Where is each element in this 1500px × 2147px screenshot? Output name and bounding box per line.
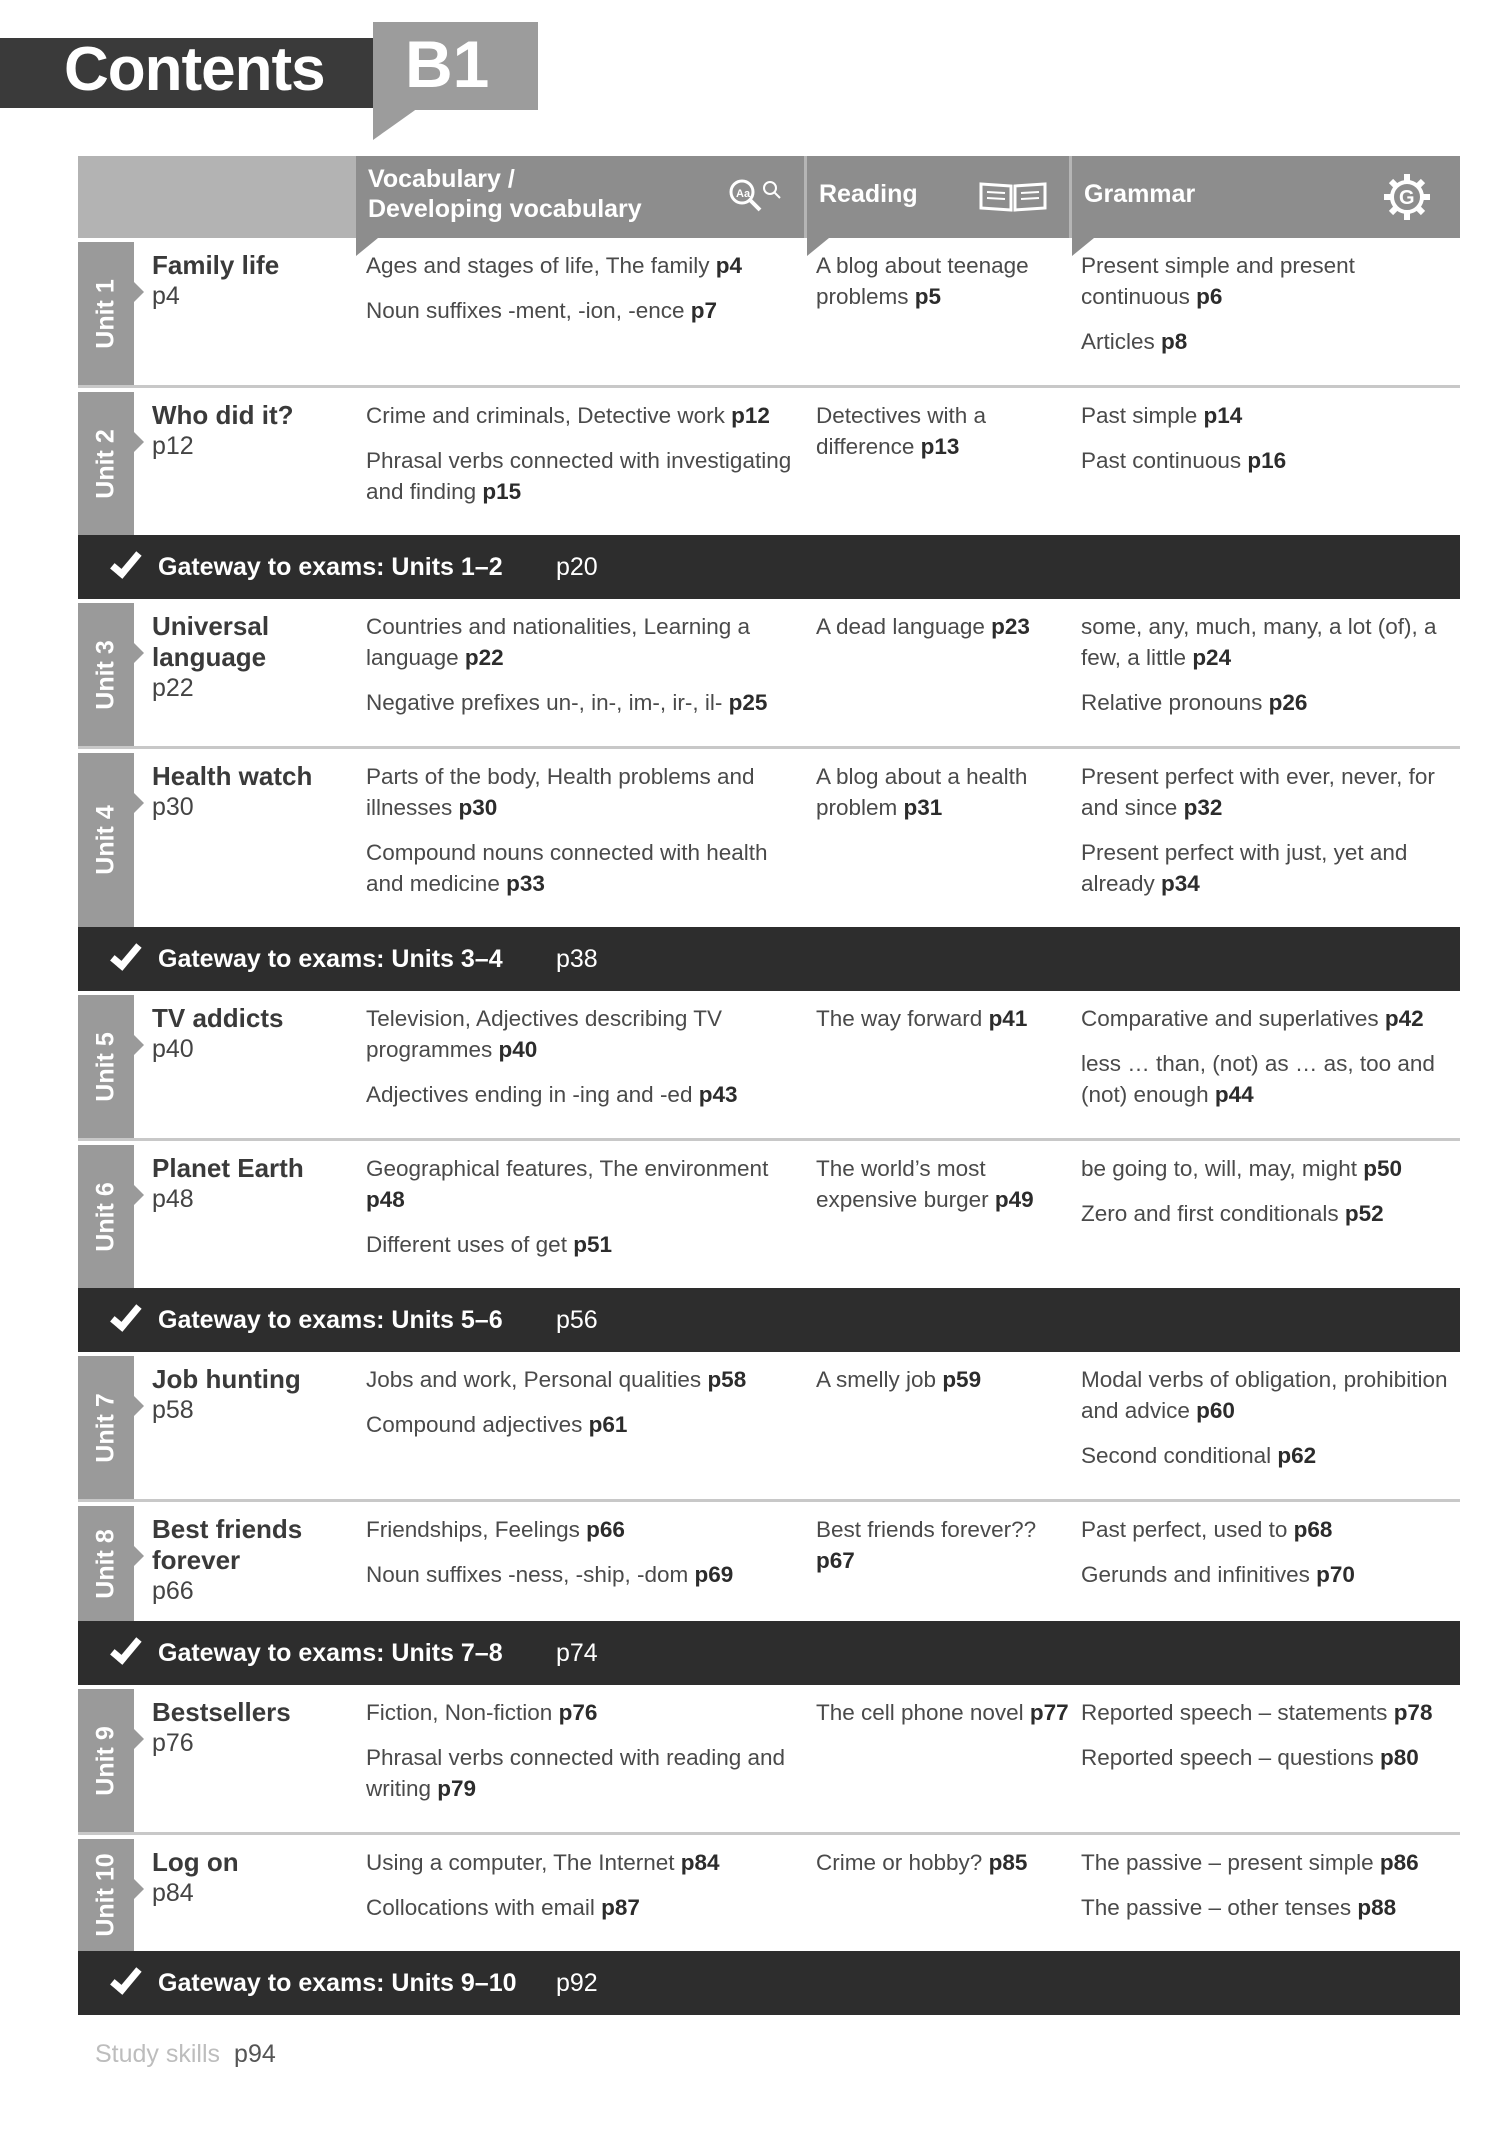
unit-tab-label: Unit 10 — [91, 1853, 120, 1937]
grammar-item — [1081, 1847, 1460, 1878]
grammar-item-page: p24 — [1192, 645, 1232, 670]
unit-page: p48 — [152, 1185, 194, 1213]
gateway-page: p92 — [556, 1968, 598, 1997]
grammar-item-text: Present perfect with ever, never, for and since — [1081, 764, 1435, 820]
reading-cell — [804, 1514, 1069, 1607]
vocab-item-page: p61 — [588, 1412, 628, 1437]
reading-cell — [804, 1003, 1069, 1124]
vocab-item-text: Negative prefixes un-, in-, im-, ir-, il- — [366, 690, 729, 715]
study-skills-page: p94 — [234, 2040, 276, 2068]
vocab-cell — [356, 1514, 804, 1607]
gateway-page: p74 — [556, 1638, 598, 1667]
vocab-item-page: p4 — [715, 253, 743, 278]
grammar-cell — [1069, 1364, 1460, 1485]
gateway-label: Gateway to exams: Units 7–8 — [158, 1638, 503, 1667]
vocab-item-page: p58 — [707, 1367, 747, 1392]
reading-item-page: p5 — [914, 284, 942, 309]
reading-item — [816, 250, 1069, 312]
vocab-item-page: p22 — [464, 645, 504, 670]
reading-item-page: p77 — [1029, 1700, 1069, 1725]
reading-item-page: p41 — [988, 1006, 1028, 1031]
grammar-item-page: p86 — [1379, 1850, 1419, 1875]
reading-cell — [804, 611, 1069, 732]
grammar-item-page: p88 — [1357, 1895, 1397, 1920]
grammar-item-text: Present perfect with just, yet and already — [1081, 840, 1408, 896]
column-header-grammar — [1069, 156, 1460, 238]
table-body — [78, 238, 1460, 2015]
svg-text:Aa: Aa — [736, 188, 751, 200]
vocab-item-text: Crime and criminals, Detective work — [366, 403, 732, 428]
vocab-item-page: p12 — [731, 403, 770, 428]
grammar-cell — [1069, 1003, 1460, 1124]
grammar-cell — [1069, 1153, 1460, 1274]
grammar-item — [1081, 1198, 1460, 1229]
gateway-page: p56 — [556, 1305, 598, 1334]
vocab-item — [366, 1153, 804, 1215]
reading-item-text: The way forward — [816, 1006, 989, 1031]
vocab-item — [366, 1364, 804, 1395]
grammar-item-text: Past continuous — [1081, 448, 1248, 473]
unit-title: Who did it? — [152, 400, 294, 430]
grammar-item-text: Past perfect, used to — [1081, 1517, 1294, 1542]
grammar-item-page: p50 — [1363, 1156, 1402, 1181]
reading-header-label: Reading — [819, 180, 918, 208]
vocab-item-page: p87 — [601, 1895, 640, 1920]
unit-page: p30 — [152, 793, 194, 821]
reading-item — [816, 400, 1069, 462]
unit-title: Planet Earth — [152, 1153, 304, 1183]
grammar-item-page: p44 — [1214, 1082, 1254, 1107]
gateway-bar — [78, 927, 1460, 991]
grammar-item — [1081, 445, 1460, 476]
unit-tab — [78, 238, 134, 385]
vocab-item — [366, 1409, 804, 1440]
vocab-item — [366, 1847, 804, 1878]
vocab-item-text: Noun suffixes -ment, -ion, -ence — [366, 298, 691, 323]
grammar-item-text: Present simple and present continuous — [1081, 253, 1355, 309]
checkmark-icon — [110, 1298, 142, 1331]
vocab-item — [366, 611, 804, 673]
unit-title: Family life — [152, 250, 280, 280]
unit-tab-label: Unit 4 — [91, 805, 120, 875]
vocab-item — [366, 400, 804, 431]
magnifier-icon — [726, 176, 786, 216]
unit-tab-label: Unit 5 — [91, 1031, 120, 1102]
grammar-item — [1081, 1048, 1460, 1110]
grammar-item — [1081, 1364, 1460, 1426]
grammar-item-page: p34 — [1161, 871, 1200, 896]
vocab-cell — [356, 1003, 804, 1124]
page-title: Contents — [64, 35, 325, 104]
reading-item-text: A smelly job — [816, 1367, 943, 1392]
grammar-item — [1081, 1153, 1460, 1184]
grammar-item-text: Reported speech – questions — [1081, 1745, 1380, 1770]
unit-page: p58 — [152, 1396, 194, 1424]
reading-item — [816, 1514, 1069, 1576]
grammar-item-text: some, any, much, many, a lot (of), a few, a little — [1081, 614, 1437, 670]
unit-tab — [78, 599, 134, 746]
reading-item — [816, 1364, 1069, 1395]
vocab-cell — [356, 1697, 804, 1818]
reading-item-text: Best friends forever?? — [816, 1517, 1037, 1542]
reading-item — [816, 1003, 1069, 1034]
study-skills-label: Study skills — [95, 2040, 221, 2068]
unit-row — [78, 599, 1460, 749]
reading-item-text: Crime or hobby? — [816, 1850, 989, 1875]
grammar-item-page: p14 — [1203, 403, 1243, 428]
reading-item — [816, 1847, 1069, 1878]
grammar-cell — [1069, 1514, 1460, 1607]
gateway-label: Gateway to exams: Units 3–4 — [158, 944, 503, 973]
reading-item — [816, 611, 1069, 642]
grammar-item — [1081, 687, 1460, 718]
vocab-item-page: p7 — [690, 298, 717, 323]
book-icon — [977, 178, 1049, 214]
grammar-item — [1081, 1742, 1460, 1773]
vocab-cell — [356, 250, 804, 371]
grammar-item-text: Modal verbs of obligation, prohibition and advice — [1081, 1367, 1448, 1423]
level-badge-pointer — [373, 108, 418, 140]
unit-row — [78, 991, 1460, 1141]
contents-table — [78, 156, 1460, 2015]
unit-row — [78, 238, 1460, 388]
unit-page: p66 — [152, 1577, 194, 1605]
reading-item-text: Detectives with a difference — [816, 403, 987, 459]
vocab-item-text: Parts of the body, Health problems and illnesses — [366, 764, 755, 820]
unit-row — [78, 1835, 1460, 1951]
grammar-item — [1081, 1440, 1460, 1471]
vocab-item — [366, 1229, 804, 1260]
grammar-item-text: be going to, will, may, might — [1081, 1156, 1364, 1181]
checkmark-icon — [110, 545, 142, 578]
unit-tab-label: Unit 2 — [91, 428, 120, 499]
vocab-item-text: Adjectives ending in -ing and -ed — [366, 1082, 699, 1107]
header-corner — [78, 156, 356, 238]
grammar-cell — [1069, 611, 1460, 732]
reading-cell — [804, 761, 1069, 913]
unit-page: p12 — [152, 432, 194, 460]
unit-tab — [78, 1835, 134, 1951]
grammar-cell — [1069, 1697, 1460, 1818]
unit-page: p4 — [152, 282, 180, 310]
grammar-item-page: p8 — [1161, 329, 1188, 354]
unit-title: Job hunting — [152, 1364, 301, 1394]
reading-item-text: A blog about teenage problems — [816, 253, 1029, 309]
unit-tab — [78, 1141, 134, 1288]
reading-item-text: The world’s most expensive burger — [816, 1156, 995, 1212]
gateway-bar — [78, 1621, 1460, 1685]
unit-tab — [78, 1685, 134, 1832]
vocab-item — [366, 250, 804, 281]
vocab-cell — [356, 1153, 804, 1274]
vocab-item-text: Different uses of get — [366, 1232, 574, 1257]
vocab-item-page: p15 — [482, 479, 522, 504]
reading-item — [816, 1697, 1069, 1728]
checkmark-icon — [110, 1961, 142, 1994]
grammar-item-text: Past simple — [1081, 403, 1204, 428]
grammar-item-page: p70 — [1316, 1562, 1355, 1587]
reading-item-page: p85 — [988, 1850, 1028, 1875]
vocab-cell — [356, 611, 804, 732]
vocab-item — [366, 1559, 804, 1590]
reading-item-page: p31 — [903, 795, 943, 820]
vocab-item-page: p30 — [458, 795, 498, 820]
vocab-item-text: Noun suffixes -ness, -ship, -dom — [366, 1562, 695, 1587]
vocab-item-text: Collocations with email — [366, 1895, 602, 1920]
gateway-label: Gateway to exams: Units 1–2 — [158, 552, 503, 581]
reading-item-text: A dead language — [816, 614, 992, 639]
vocab-item-page: p69 — [694, 1562, 734, 1587]
grammar-item-page: p32 — [1183, 795, 1223, 820]
unit-tab-label: Unit 3 — [91, 639, 120, 710]
unit-title: Bestsellers — [152, 1697, 291, 1727]
unit-row — [78, 1141, 1460, 1288]
reading-cell — [804, 1153, 1069, 1274]
vocab-item-page: p48 — [366, 1187, 405, 1212]
unit-row — [78, 388, 1460, 535]
reading-cell — [804, 1847, 1069, 1937]
grammar-item — [1081, 400, 1460, 431]
reading-cell — [804, 1364, 1069, 1485]
unit-row — [78, 1502, 1460, 1621]
unit-tab — [78, 388, 134, 535]
vocab-item-page: p25 — [728, 690, 768, 715]
vocab-item — [366, 837, 804, 899]
reading-item-text: A blog about a health problem — [816, 764, 1028, 820]
grammar-item-page: p62 — [1277, 1443, 1317, 1468]
gateway-page: p20 — [556, 552, 598, 581]
unit-title: Best friends forever — [152, 1514, 303, 1575]
vocab-item — [366, 295, 804, 326]
vocab-item-page: p43 — [698, 1082, 738, 1107]
vocab-item — [366, 1697, 804, 1728]
unit-tab — [78, 1502, 134, 1621]
table-header — [78, 156, 1460, 238]
grammar-item — [1081, 1892, 1460, 1923]
reading-item-page: p13 — [920, 434, 960, 459]
grammar-item-text: Comparative and superlatives — [1081, 1006, 1385, 1031]
vocab-item-text: Friendships, Feelings — [366, 1517, 587, 1542]
reading-item-page: p67 — [816, 1548, 855, 1573]
unit-row — [78, 1352, 1460, 1502]
gateway-label: Gateway to exams: Units 5–6 — [158, 1305, 503, 1334]
grammar-cell — [1069, 250, 1460, 371]
grammar-item-page: p52 — [1344, 1201, 1384, 1226]
unit-tab-label: Unit 8 — [91, 1528, 120, 1599]
vocab-item — [366, 761, 804, 823]
unit-row — [78, 749, 1460, 927]
reading-cell — [804, 250, 1069, 371]
vocab-header-line2: Developing vocabulary — [368, 195, 642, 223]
column-header-vocabulary — [356, 156, 804, 238]
grammar-item-text: The passive – present simple — [1081, 1850, 1380, 1875]
gateway-bar — [78, 1951, 1460, 2015]
grammar-item-page: p6 — [1196, 284, 1223, 309]
vocab-item-page: p40 — [498, 1037, 538, 1062]
vocab-item-page: p76 — [558, 1700, 598, 1725]
grammar-item — [1081, 1559, 1460, 1590]
reading-item — [816, 1153, 1069, 1215]
vocab-item — [366, 1742, 804, 1804]
unit-title: Health watch — [152, 761, 313, 791]
reading-item-text: The cell phone novel — [816, 1700, 1030, 1725]
vocab-item-text: Phrasal verbs connected with reading and writing — [366, 1745, 786, 1801]
footer — [95, 2040, 276, 2069]
grammar-item-text: Relative pronouns — [1081, 690, 1269, 715]
grammar-cell — [1069, 1847, 1460, 1937]
unit-page: p84 — [152, 1879, 194, 1907]
vocab-item-page: p84 — [680, 1850, 720, 1875]
reading-item — [816, 761, 1069, 823]
vocab-item-page: p33 — [506, 871, 545, 896]
vocab-item — [366, 1514, 804, 1545]
grammar-item-text: less … than, (not) as … as, too and (not) enough — [1081, 1051, 1435, 1107]
grammar-item — [1081, 326, 1460, 357]
reading-item-page: p49 — [994, 1187, 1034, 1212]
level-label: B1 — [405, 27, 490, 101]
grammar-cell — [1069, 761, 1460, 913]
grammar-cell — [1069, 400, 1460, 521]
vocab-cell — [356, 1364, 804, 1485]
vocab-item-page: p79 — [437, 1776, 477, 1801]
unit-page: p76 — [152, 1729, 194, 1757]
vocab-item-text: Countries and nationalities, Learning a language — [366, 614, 751, 670]
gateway-bar — [78, 1288, 1460, 1352]
grammar-item-page: p16 — [1247, 448, 1287, 473]
vocab-cell — [356, 761, 804, 913]
grammar-item — [1081, 250, 1460, 312]
vocab-item-text: Jobs and work, Personal qualities — [366, 1367, 708, 1392]
vocab-item-text: Compound adjectives — [366, 1412, 589, 1437]
grammar-item — [1081, 1003, 1460, 1034]
unit-page: p40 — [152, 1035, 194, 1063]
unit-title: Universal language — [152, 611, 270, 672]
grammar-item — [1081, 1697, 1460, 1728]
unit-tab-label: Unit 6 — [91, 1181, 120, 1252]
vocab-header-line1: Vocabulary / — [368, 165, 515, 193]
grammar-item-page: p78 — [1393, 1700, 1433, 1725]
svg-text:G: G — [1399, 187, 1415, 209]
vocab-item-page: p66 — [586, 1517, 625, 1542]
reading-cell — [804, 400, 1069, 521]
grammar-item-text: Gerunds and infinitives — [1081, 1562, 1317, 1587]
unit-title: TV addicts — [152, 1003, 284, 1033]
vocab-item-text: Using a computer, The Internet — [366, 1850, 681, 1875]
vocab-item-page: p51 — [573, 1232, 612, 1257]
grammar-item-text: Articles — [1081, 329, 1162, 354]
grammar-item — [1081, 761, 1460, 823]
unit-tab-label: Unit 7 — [91, 1392, 120, 1463]
vocab-item-text: Fiction, Non-fiction — [366, 1700, 559, 1725]
vocab-item — [366, 1003, 804, 1065]
unit-tab — [78, 749, 134, 927]
unit-page: p22 — [152, 674, 194, 702]
vocab-item — [366, 445, 804, 507]
gear-icon — [1382, 172, 1432, 222]
gateway-bar — [78, 535, 1460, 599]
grammar-item-page: p68 — [1293, 1517, 1333, 1542]
reading-item-page: p23 — [991, 614, 1030, 639]
grammar-item-page: p42 — [1384, 1006, 1424, 1031]
grammar-item-page: p26 — [1268, 690, 1308, 715]
vocab-item-text: Ages and stages of life, The family — [366, 253, 716, 278]
grammar-item-text: Second conditional — [1081, 1443, 1278, 1468]
unit-row — [78, 1685, 1460, 1835]
gateway-label: Gateway to exams: Units 9–10 — [158, 1968, 517, 1997]
unit-tab-label: Unit 1 — [91, 278, 120, 349]
checkmark-icon — [110, 1631, 142, 1664]
checkmark-icon — [110, 937, 142, 970]
unit-tab-label: Unit 9 — [91, 1725, 120, 1796]
unit-tab — [78, 991, 134, 1138]
vocab-item — [366, 1079, 804, 1110]
vocab-item-text: Geographical features, The environment — [366, 1156, 769, 1181]
grammar-item-text: Zero and first conditionals — [1081, 1201, 1345, 1226]
column-header-reading — [804, 156, 1069, 238]
grammar-item — [1081, 837, 1460, 899]
grammar-item-text: The passive – other tenses — [1081, 1895, 1358, 1920]
grammar-item-page: p80 — [1379, 1745, 1419, 1770]
vocab-cell — [356, 400, 804, 521]
grammar-header-label: Grammar — [1084, 180, 1196, 208]
vocab-item-text: Compound nouns connected with health and medicine — [366, 840, 768, 896]
grammar-item-page: p60 — [1196, 1398, 1235, 1423]
vocab-item-text: Television, Adjectives describing TV programmes — [366, 1006, 723, 1062]
reading-item-page: p59 — [942, 1367, 982, 1392]
vocab-cell — [356, 1847, 804, 1937]
vocab-item-text: Phrasal verbs connected with investigating and finding — [366, 448, 792, 504]
unit-tab — [78, 1352, 134, 1499]
gateway-page: p38 — [556, 944, 598, 973]
reading-cell — [804, 1697, 1069, 1818]
vocab-item — [366, 687, 804, 718]
grammar-item — [1081, 1514, 1460, 1545]
vocab-item — [366, 1892, 804, 1923]
grammar-item — [1081, 611, 1460, 673]
unit-title: Log on — [152, 1847, 239, 1877]
grammar-item-text: Reported speech – statements — [1081, 1700, 1394, 1725]
